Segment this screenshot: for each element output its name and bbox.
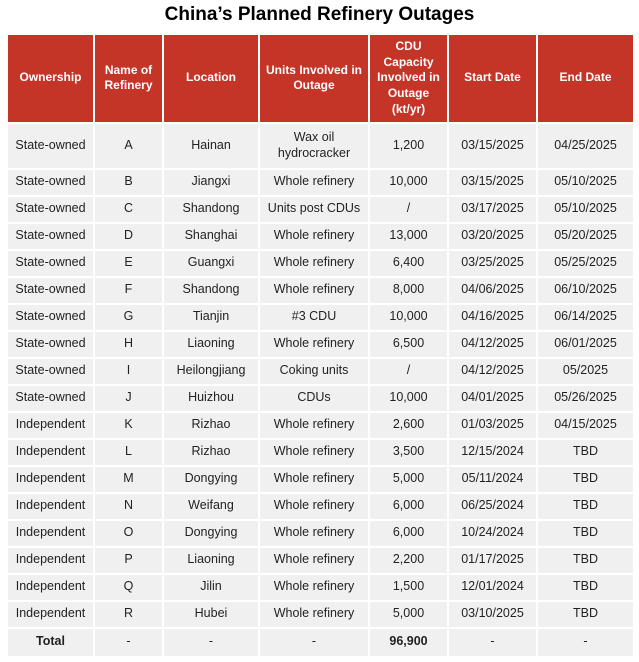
cell: TBD [537,466,634,493]
cell: 10/24/2024 [448,520,537,547]
cell: State-owned [7,123,94,169]
cell: State-owned [7,196,94,223]
cell: 04/01/2025 [448,385,537,412]
cell: / [369,196,448,223]
cell: Hubei [163,601,259,628]
cell: Whole refinery [259,574,369,601]
cell: 01/03/2025 [448,412,537,439]
cell: 05/10/2025 [537,196,634,223]
table-row [7,439,634,466]
cell: 10,000 [369,385,448,412]
total-row [7,628,634,657]
table-row [7,223,634,250]
cell: Whole refinery [259,331,369,358]
table-row [7,385,634,412]
cell: State-owned [7,277,94,304]
cell: Whole refinery [259,601,369,628]
cell: Independent [7,601,94,628]
cell: 6,400 [369,250,448,277]
cell: 04/25/2025 [537,123,634,169]
header-cell: Start Date [448,34,537,123]
cell: 03/25/2025 [448,250,537,277]
cell: State-owned [7,385,94,412]
cell: Independent [7,493,94,520]
cell: #3 CDU [259,304,369,331]
cell: 05/26/2025 [537,385,634,412]
cell: State-owned [7,331,94,358]
table-row [7,601,634,628]
cell: Guangxi [163,250,259,277]
cell: / [369,358,448,385]
table-row [7,574,634,601]
cell: 5,000 [369,466,448,493]
cell: N [94,493,163,520]
cell: Heilongjiang [163,358,259,385]
cell: Jilin [163,574,259,601]
cell: 05/11/2024 [448,466,537,493]
cell: Huizhou [163,385,259,412]
table-row [7,196,634,223]
cell: 3,500 [369,439,448,466]
cell: F [94,277,163,304]
figure-title: China’s Planned Refinery Outages [164,4,475,25]
header-cell: Name of Refinery [94,34,163,123]
cell: Wax oil hydrocracker [259,123,369,169]
table-row [7,169,634,196]
cell: TBD [537,439,634,466]
cell: 04/06/2025 [448,277,537,304]
cell: 6,000 [369,493,448,520]
cell: 03/15/2025 [448,169,537,196]
cell: 6,000 [369,520,448,547]
cell: TBD [537,520,634,547]
table-header [7,34,634,123]
cell: Jiangxi [163,169,259,196]
total-cell: - [259,628,369,657]
cell: TBD [537,601,634,628]
header-cell: Units Involved in Outage [259,34,369,123]
cell: State-owned [7,250,94,277]
cell: 03/20/2025 [448,223,537,250]
table-row [7,547,634,574]
cell: 1,500 [369,574,448,601]
cell: Shanghai [163,223,259,250]
total-cell: - [448,628,537,657]
header-row [7,34,634,123]
cell: Coking units [259,358,369,385]
cell: Whole refinery [259,412,369,439]
cell: Independent [7,466,94,493]
cell: Units post CDUs [259,196,369,223]
cell: 04/15/2025 [537,412,634,439]
cell: 10,000 [369,169,448,196]
cell: Whole refinery [259,493,369,520]
table-row [7,520,634,547]
cell: R [94,601,163,628]
cell: Rizhao [163,412,259,439]
cell: 01/17/2025 [448,547,537,574]
cell: G [94,304,163,331]
table-row [7,277,634,304]
cell: Whole refinery [259,169,369,196]
table-row [7,358,634,385]
cell: Independent [7,574,94,601]
cell: 10,000 [369,304,448,331]
table-row [7,493,634,520]
cell: 03/15/2025 [448,123,537,169]
cell: P [94,547,163,574]
cell: 03/17/2025 [448,196,537,223]
cell: M [94,466,163,493]
cell: Independent [7,439,94,466]
cell: 05/2025 [537,358,634,385]
cell: Whole refinery [259,466,369,493]
cell: 06/10/2025 [537,277,634,304]
cell: 12/15/2024 [448,439,537,466]
table-row [7,304,634,331]
cell: Weifang [163,493,259,520]
cell: K [94,412,163,439]
cell: Whole refinery [259,223,369,250]
total-cell: - [94,628,163,657]
cell: 05/20/2025 [537,223,634,250]
cell: Rizhao [163,439,259,466]
cell: State-owned [7,223,94,250]
total-cell: Total [7,628,94,657]
cell: State-owned [7,358,94,385]
cell: Tianjin [163,304,259,331]
cell: 04/12/2025 [448,358,537,385]
cell: Whole refinery [259,547,369,574]
cell: Independent [7,520,94,547]
cell: TBD [537,574,634,601]
cell: E [94,250,163,277]
table-row [7,250,634,277]
cell: Whole refinery [259,277,369,304]
cell: State-owned [7,169,94,196]
cell: C [94,196,163,223]
cell: Hainan [163,123,259,169]
cell: Whole refinery [259,439,369,466]
cell: 06/14/2025 [537,304,634,331]
cell: Dongying [163,466,259,493]
cell: 05/10/2025 [537,169,634,196]
table-row [7,466,634,493]
cell: 8,000 [369,277,448,304]
table-row [7,123,634,169]
cell: TBD [537,547,634,574]
cell: B [94,169,163,196]
cell: 06/25/2024 [448,493,537,520]
cell: Independent [7,412,94,439]
cell: 06/01/2025 [537,331,634,358]
cell: Whole refinery [259,250,369,277]
cell: 13,000 [369,223,448,250]
cell: Dongying [163,520,259,547]
cell: 2,600 [369,412,448,439]
cell: CDUs [259,385,369,412]
header-cell: Location [163,34,259,123]
cell: Whole refinery [259,520,369,547]
outages-table [6,33,635,658]
cell: 03/10/2025 [448,601,537,628]
cell: Shandong [163,196,259,223]
total-cell: - [163,628,259,657]
cell: 12/01/2024 [448,574,537,601]
header-cell: End Date [537,34,634,123]
cell: 2,200 [369,547,448,574]
cell: Liaoning [163,331,259,358]
cell: Independent [7,547,94,574]
cell: D [94,223,163,250]
cell: Shandong [163,277,259,304]
cell: Q [94,574,163,601]
cell: TBD [537,493,634,520]
total-cell: 96,900 [369,628,448,657]
cell: O [94,520,163,547]
cell: State-owned [7,304,94,331]
cell: 04/16/2025 [448,304,537,331]
header-cell: Ownership [7,34,94,123]
cell: A [94,123,163,169]
cell: 04/12/2025 [448,331,537,358]
table-body [7,123,634,657]
cell: 1,200 [369,123,448,169]
cell: H [94,331,163,358]
cell: Liaoning [163,547,259,574]
cell: L [94,439,163,466]
cell: J [94,385,163,412]
total-cell: - [537,628,634,657]
header-cell: CDU Capacity Involved in Outage (kt/yr) [369,34,448,123]
cell: 5,000 [369,601,448,628]
cell: I [94,358,163,385]
table-row [7,412,634,439]
table-row [7,331,634,358]
cell: 05/25/2025 [537,250,634,277]
cell: 6,500 [369,331,448,358]
